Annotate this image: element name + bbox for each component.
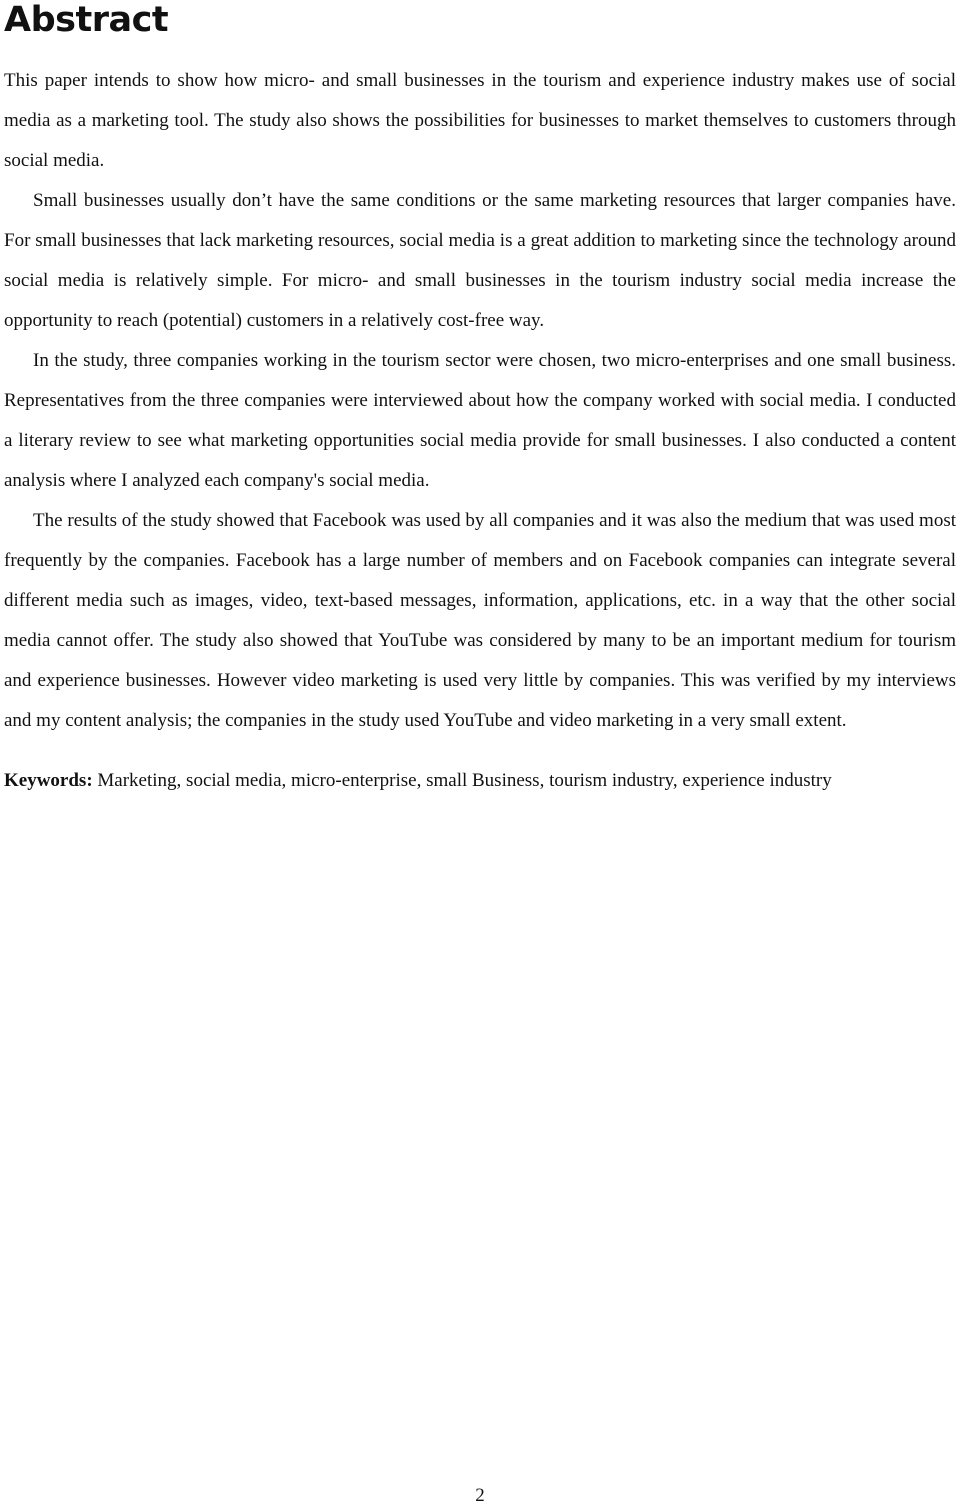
page-number: 2 bbox=[475, 1485, 485, 1506]
keywords-text: Marketing, social media, micro-enterprise, small Business, tourism industry, experience industry bbox=[92, 770, 832, 791]
abstract-paragraph-3: In the study, three companies working in the tourism sector were chosen, two micro-enterprises and one small business. Representatives from the three companies were interviewed about how the company worked with social media. I conducted a literary review to see what marketing opportunities social media provide for small businesses. I also conducted a content analysis where I analyzed each company's social media. bbox=[4, 350, 956, 491]
abstract-paragraph-2: Small businesses usually don’t have the same conditions or the same marketing resources that larger companies have. For small businesses that lack marketing resources, social media is a great addition to marketing since the technology around social media is relatively simple. For micro- and small businesses in the tourism industry social media increase the opportunity to reach (potential) customers in a relatively cost-free way. bbox=[4, 190, 956, 331]
keywords-line bbox=[4, 761, 956, 801]
document-page bbox=[4, 0, 956, 801]
keywords-label: Keywords: bbox=[4, 770, 93, 791]
abstract-paragraph-1: This paper intends to show how micro- and small businesses in the tourism and experience industry makes use of social media as a marketing tool. The study also shows the possibilities for businesses to market themselves to customers through social media. bbox=[4, 70, 956, 171]
abstract-paragraph-4: The results of the study showed that Facebook was used by all companies and it was also the medium that was used most frequently by the companies. Facebook has a large number of members and on Facebook companies can integrate several different media such as images, video, text-based messages, information, applications, etc. in a way that the other social media cannot offer. The study also showed that YouTube was considered by many to be an important medium for tourism and experience businesses. However video marketing is used very little by companies. This was verified by my interviews and my content analysis; the companies in the study used YouTube and video marketing in a very small extent. bbox=[4, 510, 956, 731]
section-heading: Abstract bbox=[4, 0, 169, 40]
